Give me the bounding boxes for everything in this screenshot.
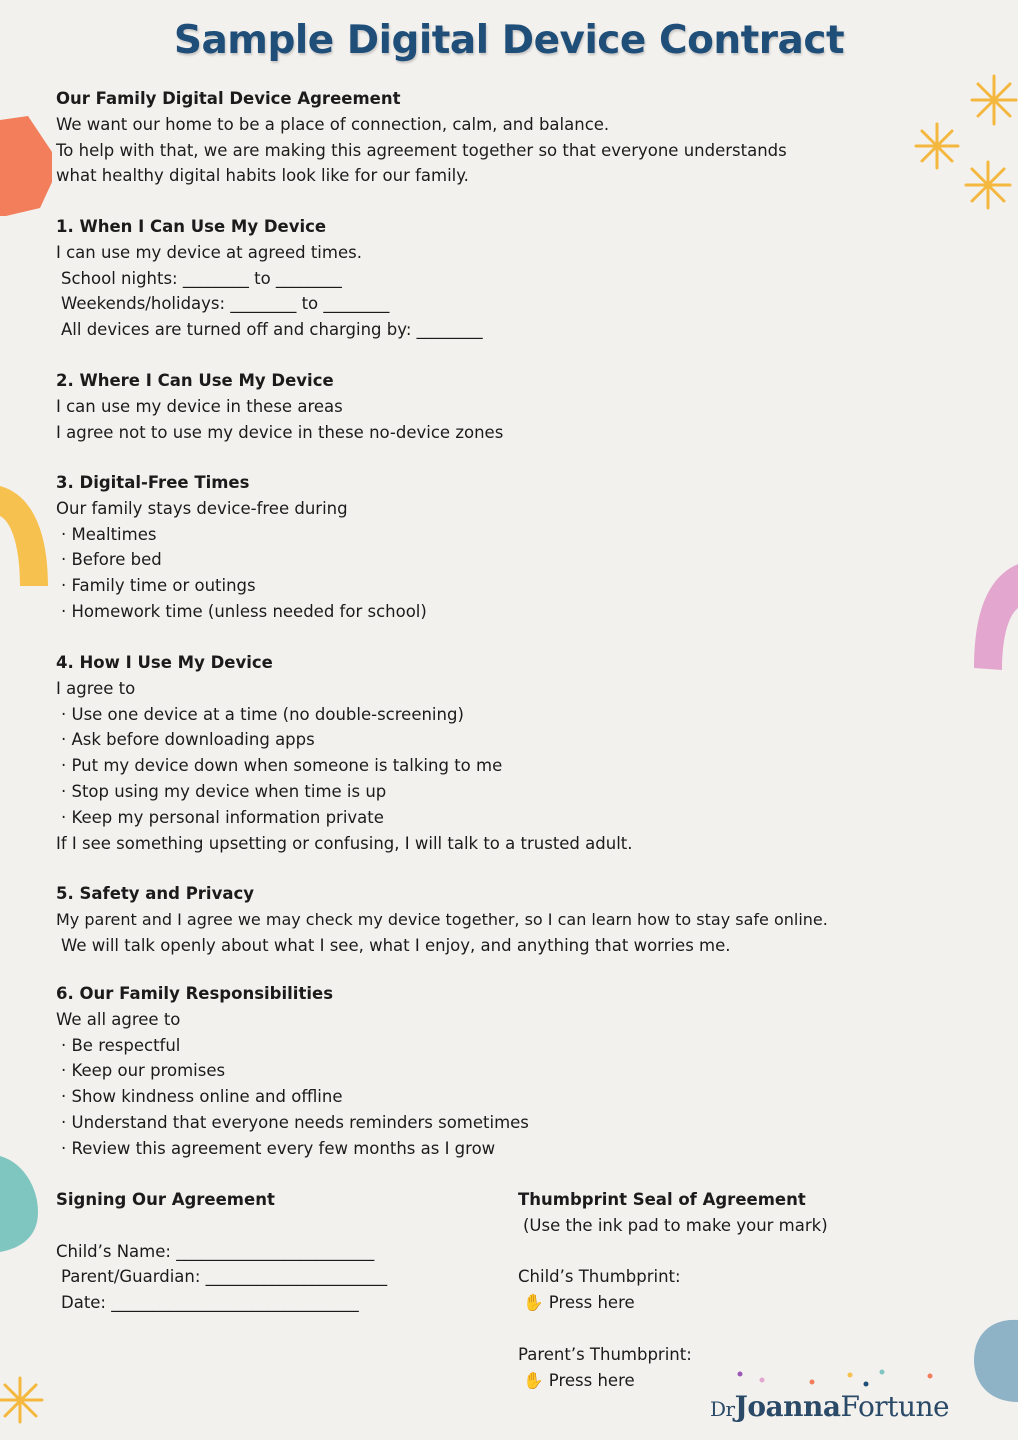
list-item: · Before bed bbox=[61, 550, 162, 570]
pink-arc-shape bbox=[970, 560, 1018, 672]
text-line: I can use my device in these areas bbox=[56, 396, 343, 416]
section-where bbox=[56, 368, 916, 445]
section-heading: Thumbprint Seal of Agreement bbox=[518, 1190, 806, 1209]
section-heading: 4. How I Use My Device bbox=[56, 653, 273, 672]
list-item: · Be respectful bbox=[61, 1035, 181, 1055]
text-line: Our family stays device-free during bbox=[56, 498, 348, 518]
thumbprint-section bbox=[518, 1187, 978, 1393]
logo-first: Joanna bbox=[734, 1390, 841, 1423]
date-field: Date: ______________________________ bbox=[61, 1293, 359, 1313]
text-line: I can use my device at agreed times. bbox=[56, 242, 362, 262]
list-item: · Stop using my device when time is up bbox=[61, 781, 387, 801]
section-when bbox=[56, 214, 916, 343]
list-item: · Keep my personal information private bbox=[61, 807, 384, 827]
intro-section bbox=[56, 86, 916, 189]
text-line: My parent and I agree we may check my device together, so I can learn how to stay safe online. bbox=[56, 909, 828, 929]
text-line: We all agree to bbox=[56, 1009, 181, 1029]
section-heading: 1. When I Can Use My Device bbox=[56, 217, 327, 236]
sparkle-icon bbox=[912, 120, 962, 172]
hand-icon: ✋ bbox=[523, 1370, 544, 1390]
logo-dr: Dr bbox=[710, 1397, 735, 1421]
section-heading: 3. Digital-Free Times bbox=[56, 473, 250, 492]
list-item: · Understand that everyone needs reminders sometimes bbox=[61, 1112, 529, 1132]
text-line: To help with that, we are making this agreement together so that everyone understands bbox=[56, 140, 787, 160]
text-line: We will talk openly about what I see, what I enjoy, and anything that worries me. bbox=[61, 935, 731, 955]
brand-logo bbox=[710, 1390, 949, 1423]
parent-guardian-field: Parent/Guardian: ______________________ bbox=[61, 1267, 388, 1287]
page-title: Sample Digital Device Contract bbox=[173, 18, 845, 63]
section-how bbox=[56, 650, 916, 856]
parent-thumbprint-label: Parent’s Thumbprint: bbox=[518, 1344, 692, 1364]
sparkle-icon bbox=[0, 1374, 46, 1426]
school-nights-field: School nights: ________ to ________ bbox=[61, 268, 342, 288]
section-heading: 5. Safety and Privacy bbox=[56, 884, 255, 903]
child-thumbprint-label: Child’s Thumbprint: bbox=[518, 1267, 681, 1287]
child-name-field: Child’s Name: ________________________ bbox=[56, 1241, 375, 1261]
section-digital-free bbox=[56, 470, 916, 625]
blue-blob-shape bbox=[972, 1316, 1018, 1406]
text-line: I agree to bbox=[56, 678, 136, 698]
text-line: If I see something upsetting or confusing, I will talk to a trusted adult. bbox=[56, 833, 633, 853]
text-line: We want our home to be a place of connection, calm, and balance. bbox=[56, 114, 610, 134]
list-item: · Homework time (unless needed for school) bbox=[61, 601, 427, 621]
section-responsibilities bbox=[56, 981, 916, 1162]
list-item: · Put my device down when someone is talking to me bbox=[61, 756, 503, 776]
signing-section bbox=[56, 1187, 496, 1316]
section-heading: 2. Where I Can Use My Device bbox=[56, 371, 334, 390]
list-item: · Ask before downloading apps bbox=[61, 730, 315, 750]
logo-last: Fortune bbox=[840, 1390, 950, 1423]
intro-heading: Our Family Digital Device Agreement bbox=[56, 89, 401, 108]
list-item: · Mealtimes bbox=[61, 524, 157, 544]
list-item: · Family time or outings bbox=[61, 576, 256, 596]
weekends-field: Weekends/holidays: ________ to ________ bbox=[61, 294, 390, 314]
section-safety bbox=[56, 881, 916, 958]
charging-time-field: All devices are turned off and charging by: ________ bbox=[61, 320, 483, 340]
press-here-label: Press here bbox=[548, 1293, 635, 1313]
section-heading: Signing Our Agreement bbox=[56, 1190, 275, 1209]
logo-dots bbox=[730, 1366, 940, 1390]
sparkle-icon bbox=[962, 158, 1012, 212]
text-line: I agree not to use my device in these no-device zones bbox=[56, 422, 504, 442]
list-item: · Review this agreement every few months as I grow bbox=[61, 1138, 496, 1158]
thumbprint-subheading: (Use the ink pad to make your mark) bbox=[523, 1215, 828, 1235]
list-item: · Show kindness online and offline bbox=[61, 1087, 343, 1107]
press-here-label: Press here bbox=[548, 1370, 635, 1390]
section-heading: 6. Our Family Responsibilities bbox=[56, 984, 334, 1003]
teal-blob-shape bbox=[0, 1156, 40, 1256]
yellow-arc-shape bbox=[0, 478, 52, 590]
orange-blob-shape bbox=[0, 112, 60, 222]
list-item: · Use one device at a time (no double-screening) bbox=[61, 704, 464, 724]
text-line: what healthy digital habits look like for our family. bbox=[56, 166, 469, 186]
list-item: · Keep our promises bbox=[61, 1061, 226, 1081]
sparkle-icon bbox=[968, 72, 1018, 128]
hand-icon: ✋ bbox=[523, 1293, 544, 1313]
child-thumbprint-area bbox=[518, 1290, 978, 1316]
